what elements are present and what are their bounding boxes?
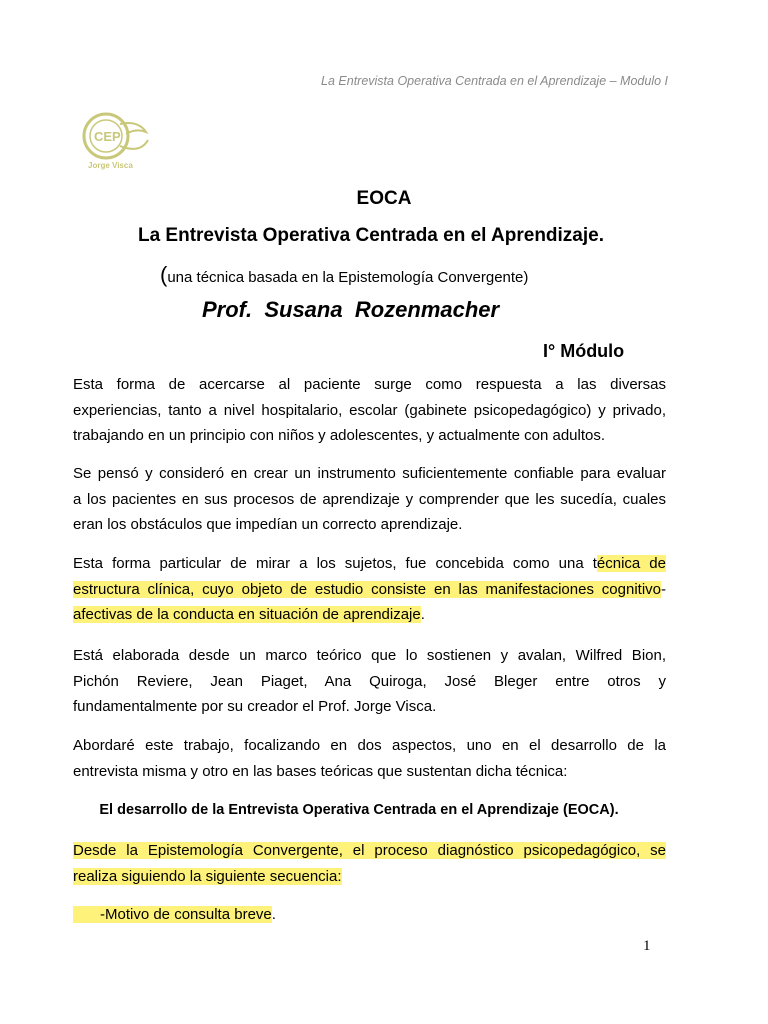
paragraph-line: Abordaré este trabajo, focalizando en dos aspectos, uno en el desarrollo de la [73,737,666,754]
paragraph-line [73,838,666,864]
paragraph-line: Esta forma de acercarse al paciente surge como respuesta a las diversas [73,376,666,393]
highlighted-text: estructura clínica, cuyo objeto de estudio consiste en las manifestaciones cognitivo [73,580,661,598]
paragraph-line: trabajando en un principio con niños y adolescentes, y actualmente con adultos. [73,427,606,444]
subtitle-paren: ( [160,262,168,287]
text-segment: . [420,606,425,623]
paragraph-1 [73,372,666,449]
section-heading: El desarrollo de la Entrevista Operativa Centrada en el Aprendizaje (EOCA). [99,802,619,818]
paragraph-2 [73,461,666,538]
paragraph-4 [73,643,666,720]
module-label: I° Módulo [543,341,625,361]
paragraph-line [73,602,666,628]
author-name: Prof. Susana Rozenmacher [202,297,500,322]
highlighted-text: -Motivo de consulta breve [73,906,272,923]
running-header: La Entrevista Operativa Centrada en el Aprendizaje – Modulo I [321,74,668,88]
subtitle-text: una técnica basada en la Epistemología Convergente) [167,269,529,286]
list-item [73,906,276,923]
cep-logo-icon [76,110,158,172]
text-segment: - [661,580,666,598]
paragraph-5 [73,733,666,784]
paragraph-3 [73,551,666,628]
paragraph-line: Pichón Reviere, Jean Piaget, Ana Quiroga, José Bleger entre otros y [73,672,666,690]
paragraph-line [73,577,666,603]
highlighted-text: afectivas de la conducta en situación de aprendizaje [73,606,421,623]
text-segment: . [271,906,276,923]
paragraph-line: Se pensó y consideró en crear un instrumento suficientemente confiable para evaluar [73,465,666,482]
title-main: La Entrevista Operativa Centrada en el Aprendizaje. [137,225,604,246]
paragraph-line: a los pacientes en sus procesos de aprendizaje y comprender que les sucedía, cuales [73,490,666,508]
paragraph-6 [73,838,666,889]
paragraph-line: experiencias, tanto a nivel hospitalario, escolar (gabinete psicopedagógico) y privado, [73,401,666,419]
paragraph-line [73,864,666,890]
highlighted-text: écnica de [596,555,666,572]
paragraph-line: eran los obstáculos que impedían un correcto aprendizaje. [73,516,463,533]
paragraph-line: fundamentalmente por su creador el Prof. Jorge Visca. [73,698,437,715]
logo-text: CEP [94,129,121,144]
logo-subtext: Jorge Visca [88,161,133,170]
title-acronym: EOCA [356,188,412,209]
paragraph-line: entrevista misma y otro en las bases teóricas que sustentan dicha técnica: [73,762,568,780]
page-number: 1 [643,938,651,954]
highlighted-text: realiza siguiendo la siguiente secuencia: [73,867,342,885]
text-segment: Esta forma particular de mirar a los sujetos, fue concebida como una t [73,555,597,572]
paragraph-line: Está elaborada desde un marco teórico que lo sostienen y avalan, Wilfred Bion, [73,647,666,664]
highlighted-text: Desde la Epistemología Convergente, el proceso diagnóstico psicopedagógico, se [73,842,666,859]
title-subtitle [160,262,528,288]
paragraph-line [73,551,666,577]
